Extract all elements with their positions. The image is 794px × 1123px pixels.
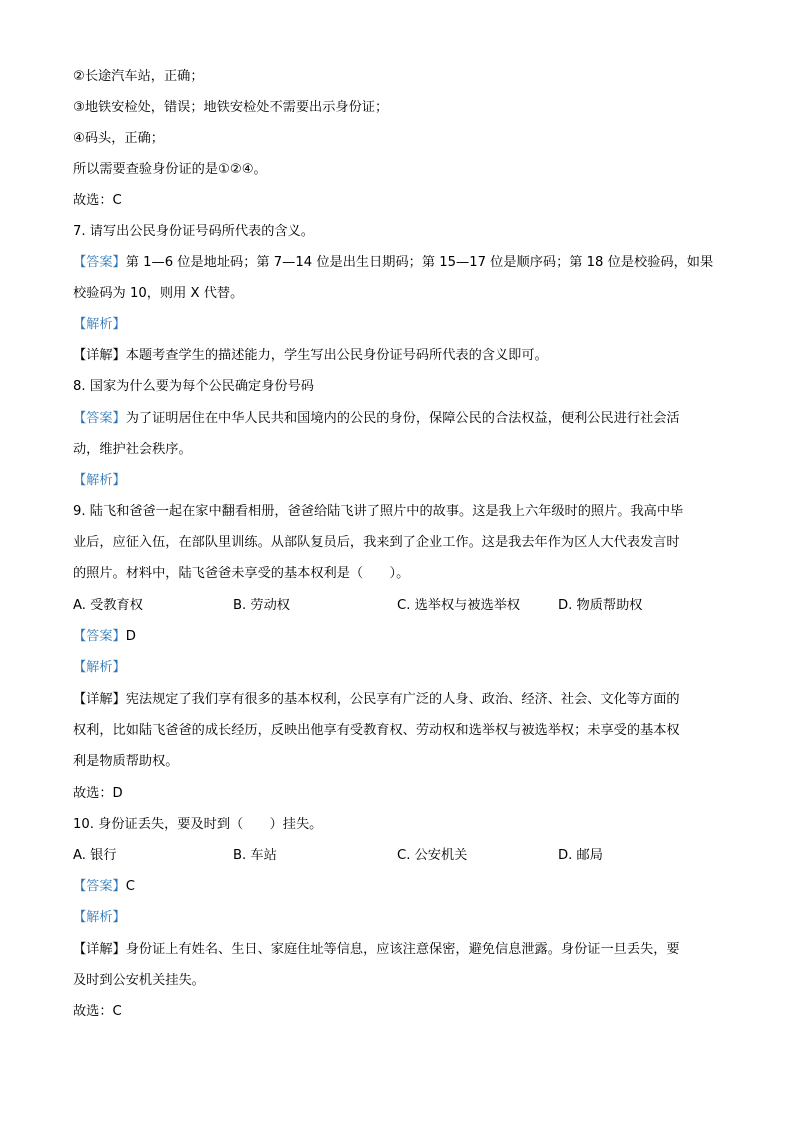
q9-question-line-2: 业后，应征入伍，在部队里训练。从部队复员后，我来到了企业工作。这是我去年作为区人大代表发言时 bbox=[73, 535, 680, 550]
q7-answer-line-2: 校验码为 10，则用 X 代替。 bbox=[73, 286, 244, 301]
q10-detail-text-1: 身份证上有姓名、生日、家庭住址等信息，应该注意保密，避免信息泄露。身份证一旦丢失，要 bbox=[125, 942, 680, 957]
q9-option-a: A. 受教育权 bbox=[73, 598, 143, 613]
q10-option-c: C. 公安机关 bbox=[397, 848, 468, 863]
q7-answer-text-1: 第 1—6 位是地址码；第 7—14 位是出生日期码；第 15—17 位是顺序码；第 18 位是校验码，如果 bbox=[125, 255, 714, 270]
q10-question: 10. 身份证丢失，要及时到（ ）挂失。 bbox=[73, 817, 323, 832]
q8-answer-text-1: 为了证明居住在中华人民共和国境内的公民的身份，保障公民的合法权益，便利公民进行社会活 bbox=[125, 411, 680, 426]
q9-answer bbox=[73, 628, 136, 646]
q9-detail-text-1: 宪法规定了我们享有很多的基本权利，公民享有广泛的人身、政治、经济、社会、文化等方面的 bbox=[125, 692, 680, 707]
q10-detail-line-2: 及时到公安机关挂失。 bbox=[73, 973, 205, 988]
q7-question: 7. 请写出公民身份证号码所代表的含义。 bbox=[73, 224, 314, 239]
q10-answer-value: C bbox=[125, 879, 135, 894]
q7-answer-line-1 bbox=[73, 254, 713, 272]
q10-option-a: A. 银行 bbox=[73, 848, 117, 863]
answer-tag: 【答案】 bbox=[73, 629, 126, 644]
q8-analysis-tag: 【解析】 bbox=[73, 473, 126, 488]
q9-detail-line-1 bbox=[73, 691, 680, 709]
q8-answer-line-1 bbox=[73, 410, 680, 428]
q8-question: 8. 国家为什么要为每个公民确定身份号码 bbox=[73, 379, 314, 394]
q9-detail-line-2: 权利，比如陆飞爸爸的成长经历，反映出他享有受教育权、劳动权和选举权与被选举权；未享受的基本权 bbox=[73, 723, 680, 738]
prev-conclusion: 所以需要查验身份证的是①②④。 bbox=[73, 162, 267, 177]
q7-detail-text: 本题考查学生的描述能力，学生写出公民身份证号码所代表的含义即可。 bbox=[125, 348, 548, 363]
q9-question-line-1: 9. 陆飞和爸爸一起在家中翻看相册，爸爸给陆飞讲了照片中的故事。这是我上六年级时的照片。我高中毕 bbox=[73, 504, 684, 519]
q9-question-line-3: 的照片。材料中，陆飞爸爸未享受的基本权利是（ ）。 bbox=[73, 566, 410, 581]
detail-tag: 【详解】 bbox=[73, 348, 126, 363]
q8-answer-line-2: 动，维护社会秩序。 bbox=[73, 442, 192, 457]
q10-choice: 故选：C bbox=[73, 1004, 122, 1019]
q7-analysis-tag: 【解析】 bbox=[73, 317, 126, 332]
q10-option-b: B. 车站 bbox=[233, 848, 277, 863]
q10-answer bbox=[73, 878, 135, 896]
answer-tag: 【答案】 bbox=[73, 411, 126, 426]
q7-detail bbox=[73, 347, 548, 365]
prev-line-2: ②长途汽车站，正确； bbox=[73, 69, 204, 84]
q9-option-b: B. 劳动权 bbox=[233, 598, 290, 613]
answer-tag: 【答案】 bbox=[73, 879, 126, 894]
q9-option-d: D. 物质帮助权 bbox=[558, 598, 643, 613]
q9-detail-line-3: 利是物质帮助权。 bbox=[73, 754, 179, 769]
prev-line-3: ③地铁安检处，错误；地铁安检处不需要出示身份证； bbox=[73, 100, 389, 115]
q10-option-d: D. 邮局 bbox=[558, 848, 603, 863]
detail-tag: 【详解】 bbox=[73, 942, 126, 957]
q9-analysis-tag: 【解析】 bbox=[73, 660, 126, 675]
prev-line-4: ④码头，正确； bbox=[73, 131, 164, 146]
q9-choice: 故选：D bbox=[73, 786, 123, 801]
q10-analysis-tag: 【解析】 bbox=[73, 910, 126, 925]
q9-option-c: C. 选举权与被选举权 bbox=[397, 598, 521, 613]
detail-tag: 【详解】 bbox=[73, 692, 126, 707]
q9-answer-value: D bbox=[125, 629, 136, 644]
prev-choice: 故选：C bbox=[73, 193, 122, 208]
answer-tag: 【答案】 bbox=[73, 255, 126, 270]
q10-detail-line-1 bbox=[73, 941, 680, 959]
